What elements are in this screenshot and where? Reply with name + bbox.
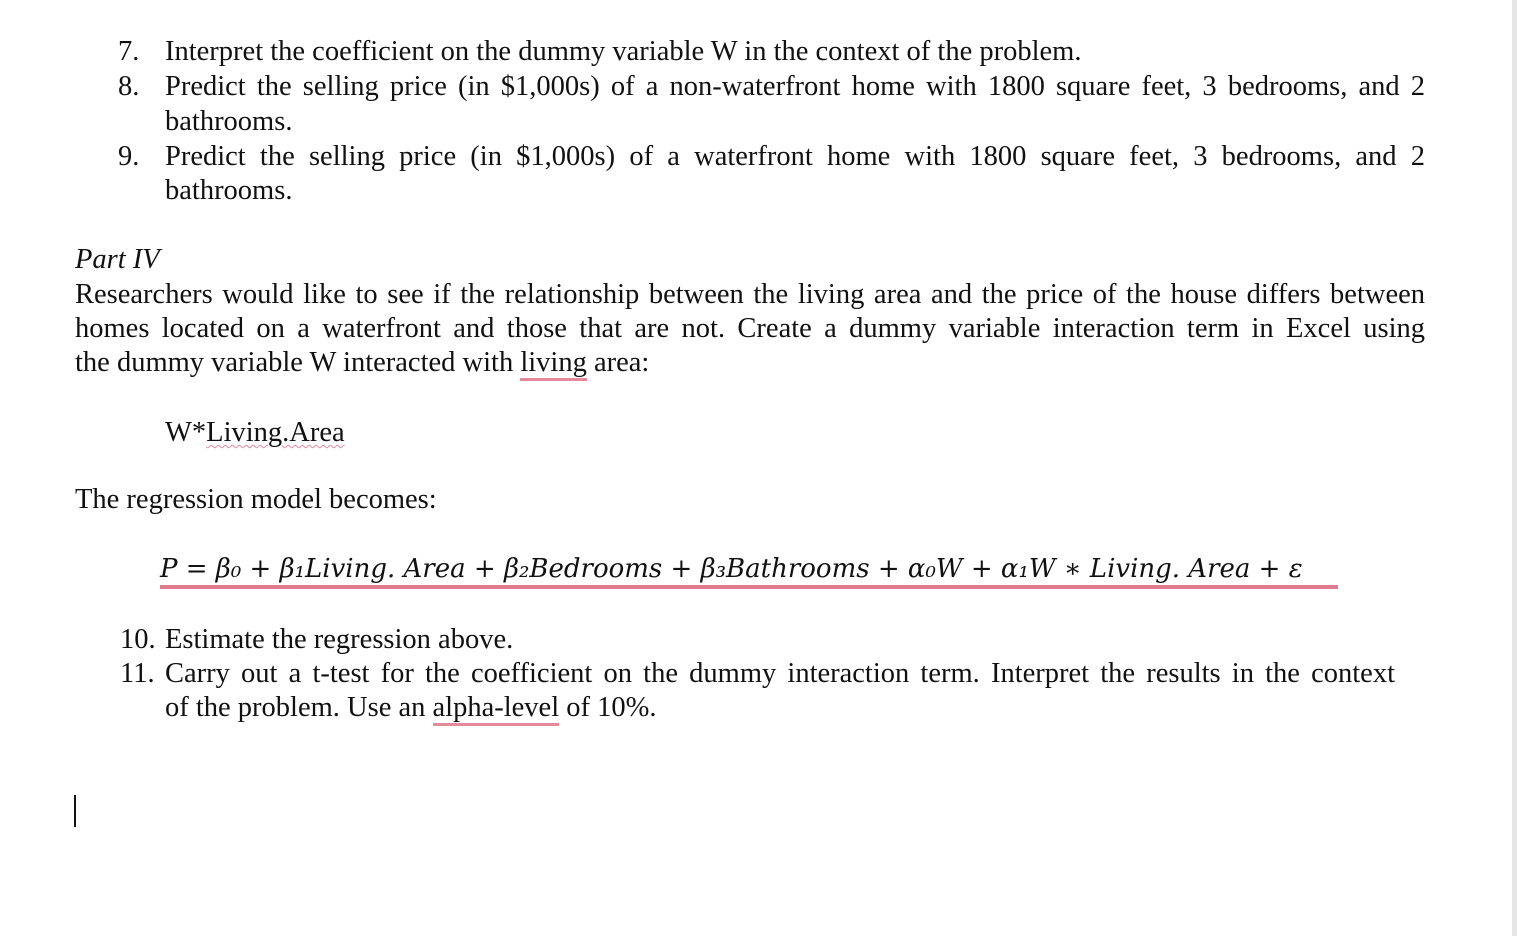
part-iv-paragraph-line2: homes located on a waterfront and those that are not. Create a dummy variable interaction term in Excel using (75, 313, 1425, 344)
question-8-text-line1: Predict the selling price (in $1,000s) of a non-waterfront home with 1800 square feet, 3 bedrooms, and 2 (165, 71, 1425, 102)
text-cursor (74, 795, 76, 827)
question-11-line2-end: of 10%. (559, 692, 657, 723)
question-11-number: 11. (120, 658, 155, 689)
paragraph-line3-text: the dummy variable W interacted with (75, 347, 521, 378)
spellcheck-flag-living[interactable]: living (520, 347, 587, 381)
part-iv-paragraph-line1: Researchers would like to see if the relationship between the living area and the price of the house differs between (75, 279, 1425, 310)
paragraph-line3-end: area: (586, 347, 650, 378)
page-edge (1512, 0, 1517, 936)
question-10-text: Estimate the regression above. (165, 624, 514, 655)
interaction-term-prefix: W* (165, 417, 207, 448)
question-8-number: 8. (118, 71, 140, 102)
question-9-text-line2: bathrooms. (165, 175, 293, 206)
spellcheck-flag-alpha-level[interactable]: alpha-level (433, 692, 560, 726)
interaction-term (165, 416, 345, 450)
part-iv-heading: Part IV (75, 244, 160, 275)
question-11-line2-text: of the problem. Use an (165, 692, 433, 723)
regression-equation[interactable]: P = β₀ + β₁Living. Area + β₂Bedrooms + β₃Bathrooms + α₀W + α₁W ∗ Living. Area + ε (160, 554, 1303, 584)
question-9-number: 9. (118, 141, 140, 172)
question-11-text-line1: Carry out a t-test for the coefficient on the dummy interaction term. Interpret the results in the context (165, 658, 1395, 689)
equation-grammar-underline (160, 585, 1338, 589)
question-10-number: 10. (120, 624, 156, 655)
part-iv-paragraph-line3 (75, 346, 649, 380)
spellcheck-flag-living-area[interactable]: Living.Area (206, 417, 345, 448)
question-9-text-line1: Predict the selling price (in $1,000s) of a waterfront home with 1800 square feet, 3 bedrooms, and 2 (165, 141, 1425, 172)
question-11-text-line2 (165, 691, 656, 725)
question-7-text: Interpret the coefficient on the dummy variable W in the context of the problem. (165, 36, 1082, 67)
regression-model-intro: The regression model becomes: (75, 484, 437, 515)
question-7-number: 7. (118, 36, 140, 67)
question-8-text-line2: bathrooms. (165, 106, 293, 137)
